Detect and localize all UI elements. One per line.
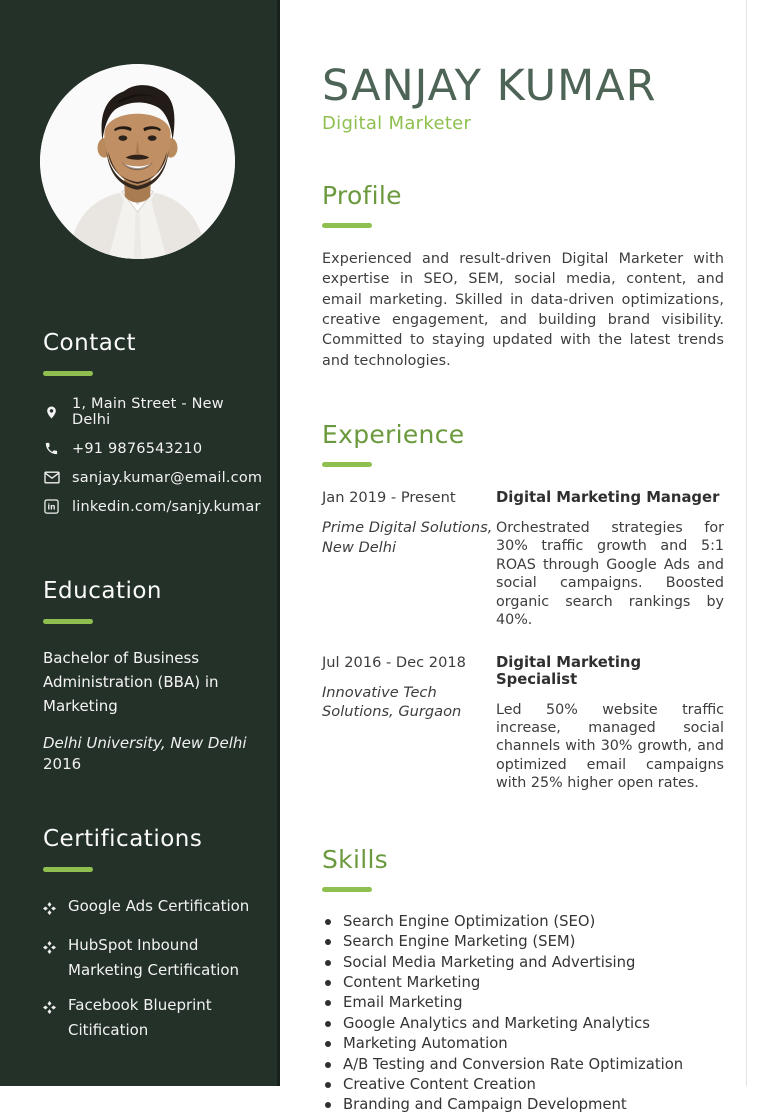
bullet-icon: [325, 1082, 331, 1088]
contact-phone: +91 9876543210: [72, 440, 203, 457]
certifications-section: [43, 826, 251, 1053]
section-underline: [43, 867, 93, 872]
bullet-icon: [325, 980, 331, 986]
experience-company: Prime Digital Solutions, New Delhi: [322, 518, 493, 556]
certifications-heading: Certifications: [43, 826, 203, 852]
skills-list: [322, 912, 724, 1116]
skill-text: Branding and Campaign Development: [343, 1096, 627, 1114]
skill-item: [322, 1075, 724, 1095]
experience-entry-left: [322, 489, 496, 630]
experience-company: Innovative Tech Solutions, Gurgaon: [322, 683, 462, 721]
skill-text: Search Engine Optimization (SEO): [343, 912, 596, 930]
education-section: [43, 578, 251, 773]
skill-text: Search Engine Marketing (SEM): [343, 933, 576, 951]
portrait-illustration: [40, 64, 235, 259]
skill-text: Content Marketing: [343, 973, 481, 991]
skill-item: [322, 993, 724, 1013]
experience-description: Orchestrated strategies for 30% traffic growth and 5:1 ROAS through Google Ads and social campaigns. Boosted organic search rankings by 40%.: [496, 519, 724, 629]
diamond-bullet-icon: [43, 898, 57, 924]
envelope-icon: [43, 471, 60, 484]
skill-item: [322, 953, 724, 973]
bullet-icon: [325, 919, 331, 925]
bullet-icon: [325, 1021, 331, 1027]
experience-date: Jan 2019 - Present: [322, 488, 456, 506]
section-underline: [322, 223, 372, 228]
bullet-icon: [325, 939, 331, 945]
svg-text:in: in: [47, 502, 56, 512]
experience-role: Digital Marketing Specialist: [496, 653, 642, 688]
experience-entry-right: [496, 489, 724, 630]
bullet-icon: [325, 960, 331, 966]
contact-section: [43, 330, 263, 527]
skill-text: A/B Testing and Conversion Rate Optimization: [343, 1055, 684, 1073]
skill-item: [322, 1095, 724, 1115]
candidate-name: SANJAY KUMAR: [322, 61, 657, 111]
skill-text: Social Media Marketing and Advertising: [343, 953, 636, 971]
location-pin-icon: [43, 404, 60, 421]
contact-row-phone: [43, 440, 251, 457]
linkedin-icon: [43, 499, 60, 514]
education-school: Delhi University, New Delhi: [43, 734, 247, 752]
skill-text: Google Analytics and Marketing Analytics: [343, 1014, 650, 1032]
profile-photo: [40, 64, 235, 259]
certifications-list: [43, 894, 251, 1044]
contact-heading: Contact: [43, 330, 136, 356]
experience-heading: Experience: [322, 419, 465, 449]
skill-item: [322, 932, 724, 952]
experience-entry: [322, 654, 724, 793]
main-column: [280, 0, 768, 1114]
diamond-bullet-icon: [43, 997, 57, 1044]
experience-entry-right: [496, 654, 724, 793]
skill-item: [322, 1014, 724, 1034]
skill-text: Email Marketing: [343, 994, 463, 1012]
profile-text: Experienced and result-driven Digital Marketer with expertise in SEO, SEM, social media, content, and email marketing. Skilled in data-driven optimizations, creative engagement, and building brand visibility. Committed to staying updated with the latest trends and technologies.: [322, 251, 724, 369]
contact-linkedin: linkedin.com/sanjy.kumar: [72, 498, 261, 515]
certification-item: [43, 993, 251, 1044]
skill-text: Creative Content Creation: [343, 1075, 536, 1093]
certification-item: [43, 894, 251, 924]
skill-item: [322, 912, 724, 932]
certification-text: Facebook Blueprint Citification: [68, 995, 212, 1039]
experience-description: Led 50% website traffic increase, managed social channels with 30% growth, and optimized email campaigns with 25% higher open rates.: [496, 701, 724, 792]
skill-item: [322, 973, 724, 993]
diamond-bullet-icon: [43, 937, 57, 984]
candidate-job-title: Digital Marketer: [322, 113, 472, 135]
phone-icon: [43, 441, 60, 456]
skill-text: Marketing Automation: [343, 1035, 508, 1053]
education-year: 2016: [43, 754, 82, 773]
bullet-icon: [325, 1062, 331, 1068]
experience-entry: [322, 489, 724, 630]
contact-email: sanjay.kumar@email.com: [72, 469, 263, 486]
section-underline: [322, 887, 372, 892]
contact-row-address: [43, 396, 251, 428]
skills-heading: Skills: [322, 844, 389, 874]
experience-section: [322, 420, 724, 793]
profile-heading: Profile: [322, 181, 402, 211]
education-degree: Bachelor of Business Administration (BBA) in Marketing: [43, 649, 219, 715]
skill-item: [322, 1034, 724, 1054]
certification-item: [43, 933, 251, 984]
sidebar: [0, 0, 280, 1086]
skill-item: [322, 1055, 724, 1075]
bullet-icon: [325, 1041, 331, 1047]
section-underline: [43, 371, 93, 376]
experience-role: Digital Marketing Manager: [496, 488, 720, 506]
education-entry: [43, 646, 251, 773]
contact-row-linkedin: [43, 498, 261, 515]
skills-section: [322, 845, 724, 1116]
contact-address: 1, Main Street - New Delhi: [72, 396, 224, 428]
contact-row-email: [43, 469, 263, 486]
section-underline: [43, 619, 93, 624]
section-underline: [322, 462, 372, 467]
bullet-icon: [325, 1102, 331, 1108]
contact-list: [43, 396, 263, 515]
bullet-icon: [325, 1000, 331, 1006]
experience-date: Jul 2016 - Dec 2018: [322, 653, 466, 671]
experience-entry-left: [322, 654, 496, 793]
education-heading: Education: [43, 578, 163, 604]
profile-section: [322, 181, 724, 371]
certification-text: HubSpot Inbound Marketing Certification: [68, 935, 240, 979]
page-edge-line: [746, 0, 747, 1086]
certification-text: Google Ads Certification: [68, 897, 250, 915]
